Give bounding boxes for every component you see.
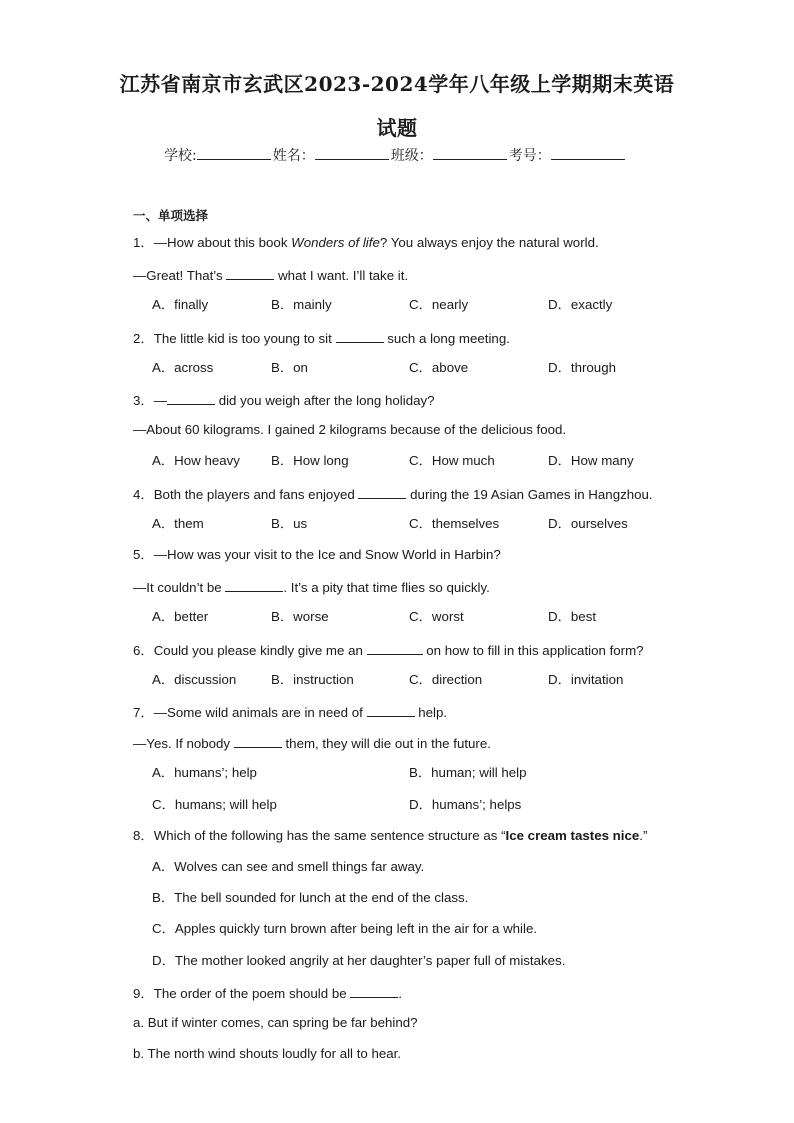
question-1-stem <box>133 235 599 251</box>
answer-blank[interactable] <box>225 578 283 592</box>
q8-text: 8．Which of the following has the same sentence structure as “ <box>133 828 506 843</box>
question-8-stem <box>133 828 647 844</box>
q8-option-b[interactable]: B．The bell sounded for lunch at the end of the class. <box>152 890 469 905</box>
q9-text: 9．The order of the poem should be <box>133 986 351 1001</box>
question-9-stem <box>133 984 402 1002</box>
id-label: 考号： <box>508 148 551 164</box>
q6-text: 6．Could you please kindly give me an <box>133 643 367 658</box>
answer-blank[interactable] <box>350 984 398 998</box>
class-label: 班级： <box>390 148 433 164</box>
question-6-stem <box>133 641 644 659</box>
q7-reply-text: —Yes. If nobody <box>133 736 234 751</box>
q8-option-c[interactable]: C．Apples quickly turn brown after being left in the air for a while. <box>152 921 538 936</box>
class-blank[interactable] <box>433 145 507 160</box>
id-blank[interactable] <box>551 145 625 160</box>
question-3-reply: —About 60 kilograms. I gained 2 kilograms because of the delicious food. <box>133 422 567 437</box>
q1-option-d[interactable]: D．exactly <box>548 297 613 312</box>
q5-option-a[interactable]: A．better <box>152 609 209 624</box>
q7-option-c[interactable]: C．humans; will help <box>152 797 277 812</box>
q7-text: 7．—Some wild animals are in need of <box>133 705 367 720</box>
q4-option-a[interactable]: A．them <box>152 516 204 531</box>
q1-text-end: ? You always enjoy the natural world. <box>379 235 599 250</box>
q1-reply-text: —Great! That’s <box>133 268 227 283</box>
q2-option-c[interactable]: C．above <box>409 360 469 375</box>
exam-title-line1: 江苏省南京市玄武区2023-2024学年八年级上学期期末英语 <box>119 72 675 96</box>
q6-option-a[interactable]: A．discussion <box>152 672 237 687</box>
school-blank[interactable] <box>197 145 271 160</box>
question-5-reply <box>133 578 490 596</box>
q8-option-a[interactable]: A．Wolves can see and smell things far away. <box>152 859 425 874</box>
q3-option-c[interactable]: C．How much <box>409 453 495 468</box>
question-4-stem <box>133 485 653 503</box>
answer-blank[interactable] <box>226 266 274 280</box>
q3-text: 3．— <box>133 393 167 408</box>
q2-text: 2．The little kid is too young to sit <box>133 331 336 346</box>
q7-reply-end: them, they will die out in the future. <box>281 736 491 751</box>
q4-option-b[interactable]: B．us <box>271 516 308 531</box>
q4-option-d[interactable]: D．ourselves <box>548 516 628 531</box>
book-title: Wonders of life <box>291 235 380 250</box>
q2-text-end: such a long meeting. <box>383 331 510 346</box>
answer-blank[interactable] <box>234 734 282 748</box>
question-1-reply <box>133 266 408 284</box>
q4-text-end: during the 19 Asian Games in Hangzhou. <box>406 487 653 502</box>
poem-line-a: a. But if winter comes, can spring be far behind? <box>133 1015 418 1030</box>
q4-text: 4．Both the players and fans enjoyed <box>133 487 359 502</box>
q1-reply-end: what I want. I’ll take it. <box>274 268 409 283</box>
name-label: 姓名： <box>272 148 315 164</box>
q7-option-b[interactable]: B．human; will help <box>409 765 527 780</box>
q3-option-b[interactable]: B．How long <box>271 453 349 468</box>
answer-blank[interactable] <box>167 391 215 405</box>
exam-title-line2: 试题 <box>376 116 418 140</box>
q1-option-b[interactable]: B．mainly <box>271 297 332 312</box>
q6-option-b[interactable]: B．instruction <box>271 672 354 687</box>
q6-option-d[interactable]: D．invitation <box>548 672 624 687</box>
q2-option-b[interactable]: B．on <box>271 360 308 375</box>
q4-option-c[interactable]: C．themselves <box>409 516 500 531</box>
q3-option-d[interactable]: D．How many <box>548 453 634 468</box>
question-3-stem <box>133 391 435 409</box>
answer-blank[interactable] <box>367 641 423 655</box>
school-label: 学校: <box>164 148 197 164</box>
question-2-stem <box>133 329 510 347</box>
q1-option-a[interactable]: A．finally <box>152 297 209 312</box>
q5-option-b[interactable]: B．worse <box>271 609 329 624</box>
q2-option-d[interactable]: D．through <box>548 360 616 375</box>
q7-text-end: help. <box>414 705 448 720</box>
question-7-reply <box>133 734 491 752</box>
student-info-row <box>164 145 627 165</box>
q5-option-d[interactable]: D．best <box>548 609 597 624</box>
q1-text: 1．—How about this book <box>133 235 292 250</box>
name-blank[interactable] <box>315 145 389 160</box>
q5-reply-end: . It’s a pity that time flies so quickly. <box>283 580 490 595</box>
section-heading: 一、单项选择 <box>133 208 209 223</box>
q1-option-c[interactable]: C．nearly <box>409 297 469 312</box>
question-5-stem: 5．—How was your visit to the Ice and Snow World in Harbin? <box>133 547 501 562</box>
poem-line-b: b. The north wind shouts loudly for all to hear. <box>133 1046 402 1061</box>
example-sentence: Ice cream tastes nice <box>505 828 640 843</box>
q8-option-d[interactable]: D．The mother looked angrily at her daughter’s paper full of mistakes. <box>152 953 566 968</box>
q3-option-a[interactable]: A．How heavy <box>152 453 240 468</box>
answer-blank[interactable] <box>367 703 415 717</box>
q7-option-a[interactable]: A．humans’; help <box>152 765 257 780</box>
q5-option-c[interactable]: C．worst <box>409 609 464 624</box>
q2-option-a[interactable]: A．across <box>152 360 214 375</box>
q8-text-end: .” <box>639 828 648 843</box>
q5-reply-text: —It couldn’t be <box>133 580 226 595</box>
question-7-stem <box>133 703 447 721</box>
q3-text-end: did you weigh after the long holiday? <box>215 393 435 408</box>
q6-option-c[interactable]: C．direction <box>409 672 483 687</box>
q7-option-d[interactable]: D．humans’; helps <box>409 797 522 812</box>
q6-text-end: on how to fill in this application form? <box>422 643 644 658</box>
q9-text-end: . <box>398 986 403 1001</box>
answer-blank[interactable] <box>336 329 384 343</box>
answer-blank[interactable] <box>358 485 406 499</box>
